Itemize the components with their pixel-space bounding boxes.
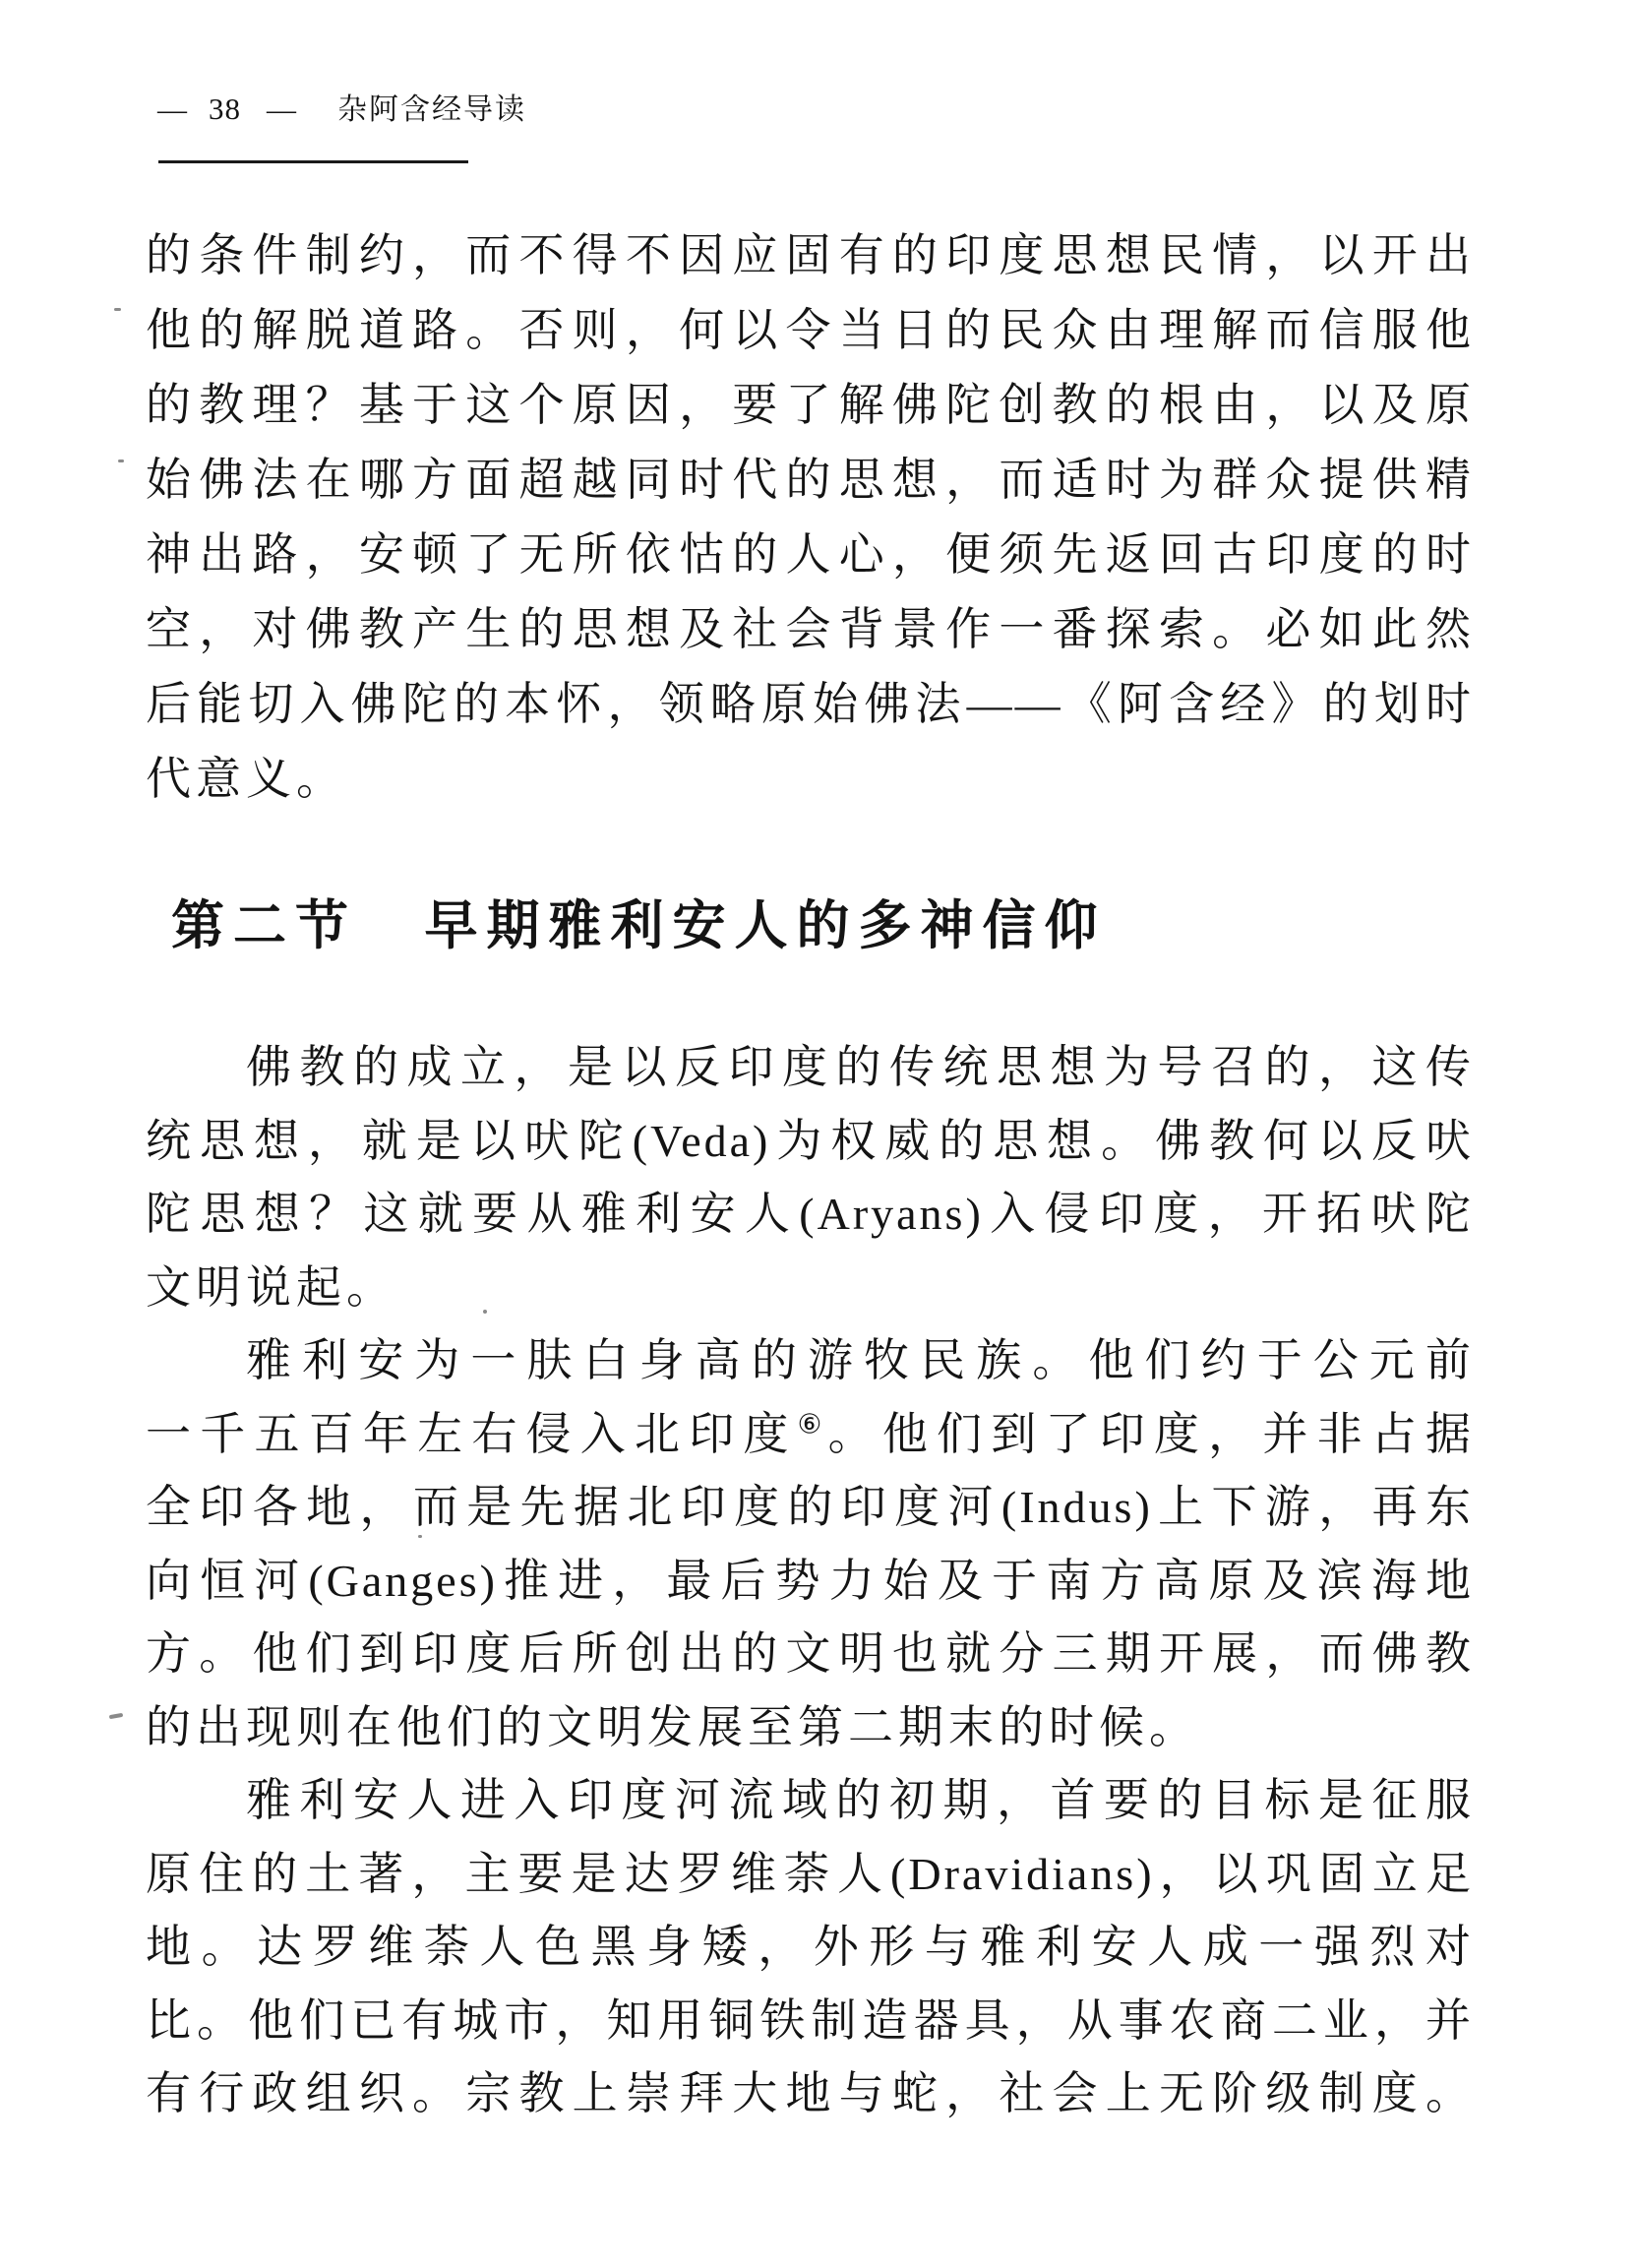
text-line: 雅利安人进入印度河流域的初期，首要的目标是征服 — [246, 1775, 1474, 1825]
text-line: 神出路，安顿了无所依怙的人心，便须先返回古印度的时 — [146, 529, 1474, 580]
scan-speck — [114, 308, 121, 311]
text-line: 比。他们已有城市，知用铜铁制造器具，从事农商二业，并 — [146, 1994, 1474, 2046]
section-heading — [171, 884, 1107, 959]
page-header — [157, 85, 526, 128]
header-rule — [158, 160, 468, 163]
section-body — [146, 1031, 1474, 2131]
text-line: 雅利安为一肤白身高的游牧民族。他们约于公元前 — [246, 1335, 1474, 1385]
text-line: 始佛法在哪方面超越同时代的思想，而适时为群众提供精 — [146, 455, 1474, 505]
scan-speck — [118, 460, 124, 462]
paragraph-veda — [146, 1031, 1474, 1324]
text-line: 文明说起。 — [146, 1261, 396, 1313]
scan-speck — [418, 1535, 422, 1538]
text-line: 后能切入佛陀的本怀，领略原始佛法——《阿含经》的划时 — [146, 679, 1474, 729]
footnote-marker: ⑥ — [797, 1408, 828, 1440]
text-line: 他的解脱道路。否则，何以令当日的民众由理解而信服他 — [146, 305, 1474, 355]
text-line: 的出现则在他们的文明发展至第二期末的时候。 — [146, 1701, 1199, 1752]
text-line: 陀思想？这就要从雅利安人(Aryans)入侵印度，开拓吠陀 — [146, 1189, 1474, 1239]
paragraph-aryan-migration — [146, 1324, 1474, 1764]
header-dash-right: — — [267, 93, 297, 126]
text-line: 方。他们到印度后所创出的文明也就分三期开展，而佛教 — [146, 1628, 1474, 1679]
paragraph-dravidians — [146, 1764, 1474, 2131]
text-line: 佛教的成立，是以反印度的传统思想为号召的，这传 — [246, 1042, 1474, 1092]
page-number: 38 — [209, 92, 241, 126]
text-line: 空，对佛教产生的思想及社会背景作一番探索。必如此然 — [146, 604, 1474, 654]
text-line: 向恒河(Ganges)推进，最后势力始及于南方高原及滨海地 — [146, 1555, 1474, 1606]
text-line: 全印各地，而是先据北印度的印度河(Indus)上下游，再东 — [146, 1482, 1474, 1532]
text-line: 一千五百年左右侵入北印度⑥。他们到了印度，并非占据 — [146, 1408, 1474, 1459]
text-line: 的条件制约，而不得不因应固有的印度思想民情，以开出 — [146, 230, 1474, 280]
opening-paragraph — [146, 218, 1474, 817]
scan-speck — [109, 1713, 123, 1719]
text-line: 统思想，就是以吠陀(Veda)为权威的思想。佛教何以反吠 — [146, 1115, 1474, 1166]
text-line: 原住的土著，主要是达罗维荼人(Dravidians)，以巩固立足 — [146, 1848, 1474, 1899]
section-title: 早期雅利安人的多神信仰 — [424, 896, 1107, 955]
text-line: 地。达罗维荼人色黑身矮，外形与雅利安人成一强烈对 — [146, 1922, 1474, 1972]
text-line: 的教理？基于这个原因，要了解佛陀创教的根由，以及原 — [146, 380, 1474, 430]
header-dash-left: — — [157, 93, 188, 126]
scan-speck — [483, 1310, 487, 1314]
book-title: 杂阿含经导读 — [337, 93, 526, 126]
text-line: 有行政组织。宗教上崇拜大地与蛇，社会上无阶级制度。 — [146, 2068, 1474, 2118]
text-line: 代意义。 — [146, 754, 346, 804]
section-number: 第二节 — [171, 896, 357, 955]
